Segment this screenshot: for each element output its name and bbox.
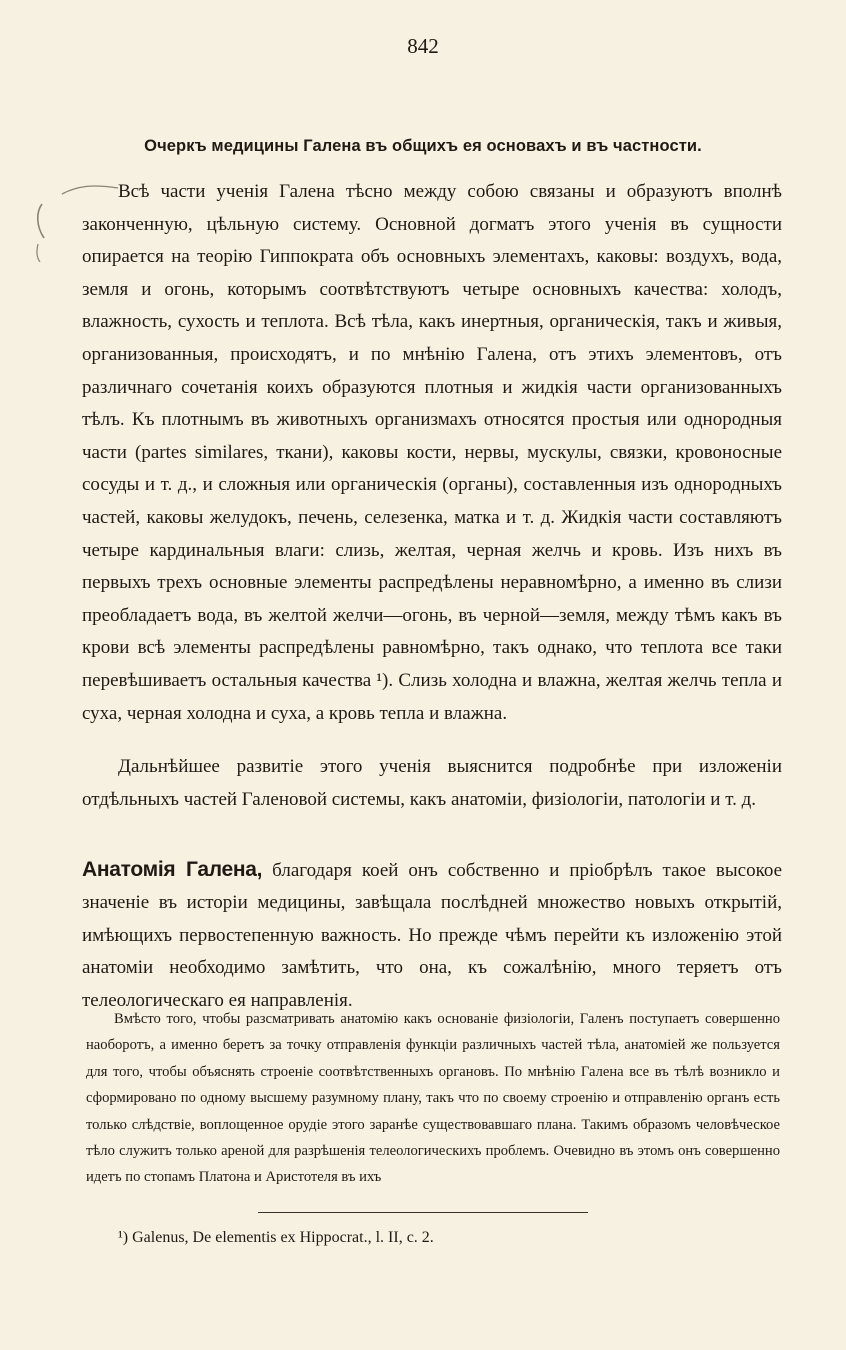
paragraph-2-text: Дальнѣйшее развитіе этого ученія выяснится подробнѣе при изложеніи отдѣльныхъ частей Галеновой системы, какъ анатоміи, физіологіи, патологіи и т. д. bbox=[82, 756, 782, 810]
small-note-text: Вмѣсто того, чтобы разсматривать анатомію какъ основаніе физіологіи, Галенъ поступаетъ совершенно наоборотъ, а именно беретъ за точку отправленія функціи различныхъ частей тѣла, анатоміей же пользуется для того, чтобы объяснять строеніе соотвѣтственныхъ органовъ. По мнѣнію Галена все въ тѣлѣ возникло и сформировано по одному высшему разумному плану, такъ что по своему строенію и отправленію органъ есть только слѣдствіе, воплощенное орудіе этого заранѣе существовавшаго плана. Такимъ образомъ человѣческое тѣло служитъ только ареной для разрѣшенія телеологическихъ проблемъ. Очевидно въ этомъ онъ совершенно идетъ по стопамъ Платона и Аристотеля въ ихъ bbox=[86, 1011, 780, 1186]
paragraph-anatomy-of-galen bbox=[82, 854, 782, 1017]
paragraph-3-text: благодаря коей онъ собственно и пріобрѣлъ такое высокое значеніе въ исторіи медицины, завѣщала послѣдней множество новыхъ открытій, имѣющихъ первостепенную важность. Но прежде чѣмъ перейти къ изложенію этой анатоміи необходимо замѣтить, что она, къ сожалѣнію, много теряетъ отъ телеологическаго ея направленія. bbox=[82, 860, 782, 1011]
footnote-divider bbox=[258, 1212, 588, 1213]
footnote: ¹) Galenus, De elementis ex Hippocrat., l. II, c. 2. bbox=[118, 1229, 434, 1246]
section-title: Анатомія Галена, bbox=[82, 858, 263, 881]
paragraph-theory-of-elements bbox=[82, 176, 782, 730]
small-print-note bbox=[86, 1006, 780, 1191]
page-number: 842 bbox=[407, 34, 439, 58]
paragraph-further-development bbox=[82, 751, 782, 816]
paragraph-3 bbox=[82, 854, 782, 1017]
chapter-heading: Очеркъ медицины Галена въ общихъ ея основахъ и въ частности. bbox=[144, 137, 702, 155]
paragraph-1-text: Всѣ части ученія Галена тѣсно между собою связаны и образуютъ вполнѣ законченную, цѣльную систему. Основной догматъ этого ученія въ сущности опирается на теорію Гиппократа объ основныхъ элементахъ, каковы: воздухъ, вода, земля и огонь, которымъ соотвѣтствуютъ четыре основныхъ качества: холодъ, влажность, сухость и теплота. Всѣ тѣла, какъ инертныя, органическія, такъ и живыя, организованныя, происходятъ, и по мнѣнію Галена, отъ этихъ элементовъ, отъ различнаго сочетанія коихъ образуются плотныя и жидкія части организованныхъ тѣлъ. Къ плотнымъ въ животныхъ организмахъ относятся простыя или однородныя части (partes similares, ткани), каковы кости, нервы, мускулы, связки, кровоносные сосуды и т. д., и сложныя или органическія (органы), составленныя изъ однородныхъ частей, каковы желудокъ, печень, селезенка, матка и т. д. Жидкія части составляютъ четыре кардинальныя влаги: слизь, желтая, черная желчь и кровь. Изъ нихъ въ первыхъ трехъ основные элементы распредѣлены неравномѣрно, а именно въ слизи преобладаетъ вода, въ желтой желчи—огонь, въ черной—земля, между тѣмъ какъ въ крови всѣ элементы распредѣлены равномѣрно, такъ однако, что теплота все таки перевѣшиваетъ остальныя качества ¹). Слизь холодна и влажна, желтая желчь тепла и суха, черная холодна и суха, а кровь тепла и влажна. bbox=[82, 181, 782, 724]
